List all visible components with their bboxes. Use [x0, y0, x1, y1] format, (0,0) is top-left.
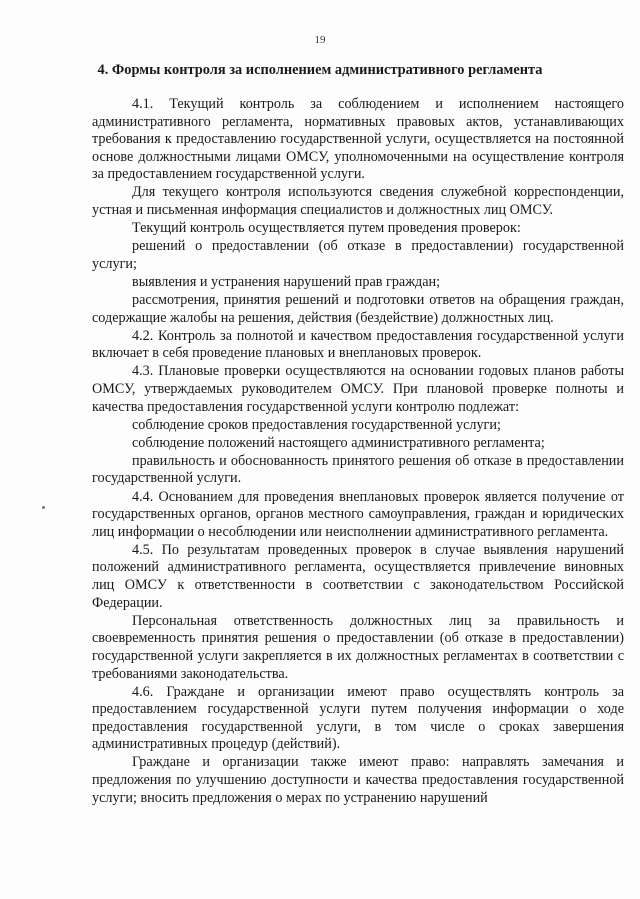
section-body [92, 96, 624, 808]
paragraph-4-6: 4.6. Граждане и организации имеют право осуществлять контроль за предоставлением государственной услуги путем получения информации о ходе предоставления государственной услуги, в том числе о сроках завершения административных процедур (действий). [92, 683, 624, 753]
list-item-refusal: правильность и обоснованность принятого решения об отказе в предоставлении государственной услуги. [92, 452, 624, 487]
page-number: 19 [314, 34, 326, 46]
list-item-violations: выявления и устранения нарушений прав граждан; [132, 273, 441, 290]
list-item-decisions: решений о предоставлении (об отказе в предоставлении) государственной услуги; [92, 238, 624, 272]
paragraph-4-5: 4.5. По результатам проведенных проверок в случае выявления нарушений положений административного регламента, осуществляется привлечение виновных лиц ОМСУ к ответственности в соответствии с законодательством Российской Федерации. [92, 541, 624, 611]
section-title: 4. Формы контроля за исполнением административного регламента [97, 62, 543, 78]
paragraph-responsibility: Персональная ответственность должностных лиц за правильность и своевременность принятия решения о предоставлении (об отказе в предоставлении) государственной услуги закрепляется в их должностных регламентах в соответствии с требованиями законодательства. [92, 612, 624, 682]
paragraph-4-3: 4.3. Плановые проверки осуществляются на основании годовых планов работы ОМСУ, утверждаемых руководителем ОМСУ. При плановой проверке полноты и качества предоставления государственной услуги контролю подлежат: [92, 363, 624, 415]
list-item-complaints: рассмотрения, принятия решений и подготовки ответов на обращения граждан, содержащие жалобы на решения, действия (бездействие) должностных лиц. [92, 292, 624, 326]
scan-speck [42, 506, 45, 509]
paragraph-checks-intro: Текущий контроль осуществляется путем проведения проверок: [132, 220, 521, 237]
paragraph-sources: Для текущего контроля используются сведения служебной корреспонденции, устная и письменная информация специалистов и должностных лиц ОМСУ. [92, 184, 624, 219]
paragraph-citizens-rights: Граждане и организации также имеют право: направлять замечания и предложения по улучшению доступности и качества предоставления государственной услуги; вносить предложения о мерах по устранению нарушений [92, 754, 624, 806]
paragraph-4-4: 4.4. Основанием для проведения внеплановых проверок является получение от государственных органов, органов местного самоуправления, граждан и юридических лиц информации о несоблюдении или неисполнении административного регламента. [92, 488, 624, 540]
list-item-deadlines: соблюдение сроков предоставления государственной услуги; [132, 416, 501, 433]
paragraph-4-2: 4.2. Контроль за полнотой и качеством предоставления государственной услуги включает в себя проведение плановых и внеплановых проверок. [92, 327, 624, 362]
paragraph-4-1: 4.1. Текущий контроль за соблюдением и исполнением настоящего административного регламента, нормативных правовых актов, устанавливающих требования к предоставлению государственной услуги, осуществляется на постоянной основе должностными лицами ОМСУ, уполномоченными на осуществление контроля за предоставлением государственной услуги. [92, 96, 624, 183]
list-item-provisions: соблюдение положений настоящего административного регламента; [132, 434, 545, 451]
